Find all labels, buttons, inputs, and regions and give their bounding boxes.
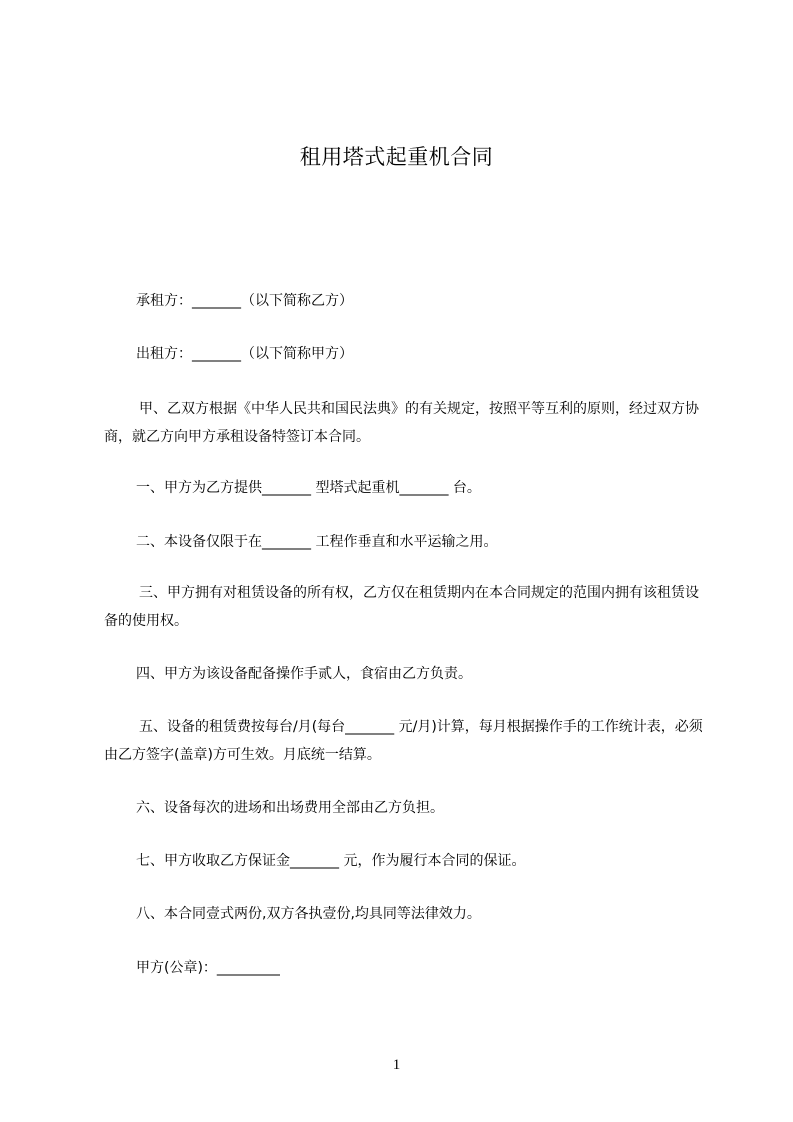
clause-5: 五、设备的租赁费按每台/月(每台_______ 元/月)计算，每月根据操作手的工作统计表，必须由乙方签字(盖章)方可生效。月底统一结算。 xyxy=(104,719,703,763)
page-number: 1 xyxy=(392,1057,401,1073)
clause-1: 一、甲方为乙方提供_______ 型塔式起重机_______ 台。 xyxy=(136,480,481,496)
clause-3: 三、甲方拥有对租赁设备的所有权，乙方仅在租赁期内在本合同规定的范围内拥有该租赁设备的使用权。 xyxy=(104,585,699,629)
paragraph-lessor: 出租方：_______（以下简称甲方） xyxy=(136,346,353,362)
clause-8: 八、本合同壹式两份,双方各执壹份,均具同等法律效力。 xyxy=(136,906,481,922)
document-title: 租用塔式起重机合同 xyxy=(299,145,494,169)
clause-7: 七、甲方收取乙方保证金_______ 元，作为履行本合同的保证。 xyxy=(136,853,526,869)
signature-party-a: 甲方(公章)：_________ xyxy=(136,960,280,976)
clause-6: 六、设备每次的进场和出场费用全部由乙方负担。 xyxy=(136,800,444,816)
clause-4: 四、甲方为该设备配备操作手贰人，食宿由乙方负责。 xyxy=(136,666,472,682)
clause-2: 二、本设备仅限于在_______ 工程作垂直和水平运输之用。 xyxy=(136,534,498,550)
paragraph-lessee: 承租方：_______（以下简称乙方） xyxy=(136,293,353,309)
paragraph-preamble: 甲、乙双方根据《中华人民共和国民法典》的有关规定，按照平等互利的原则，经过双方协商，就乙方向甲方承租设备特签订本合同。 xyxy=(104,401,699,445)
